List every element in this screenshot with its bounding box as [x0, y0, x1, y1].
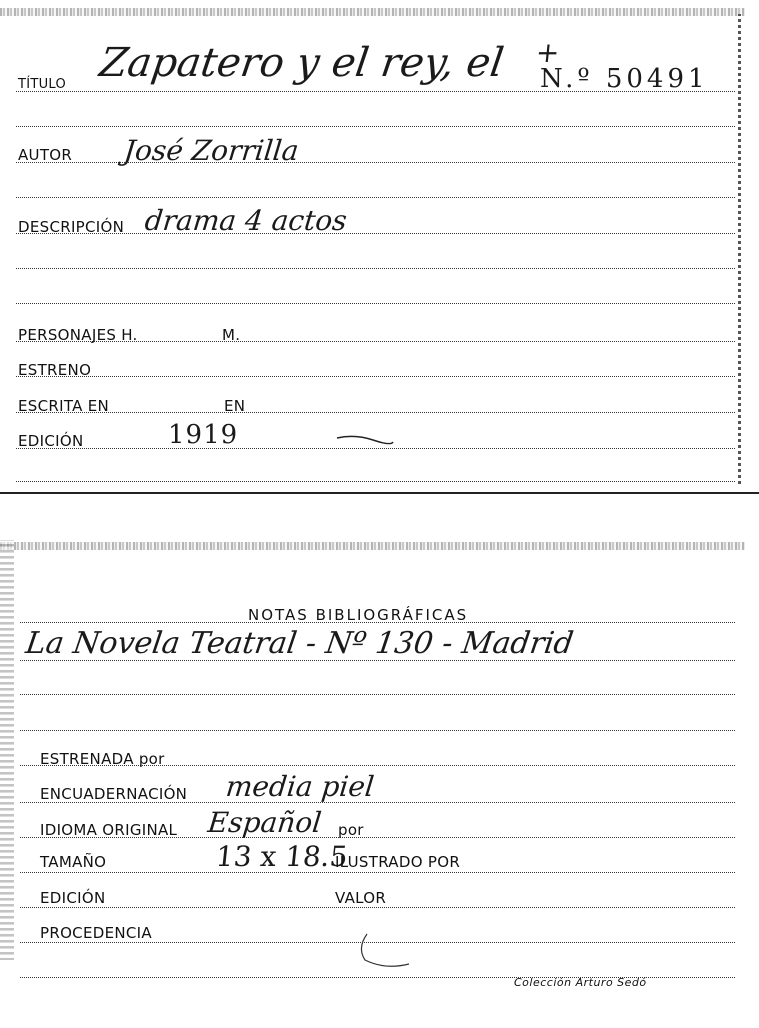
characters-m-label: M.	[222, 326, 241, 344]
written-label: ESCRITA EN	[18, 397, 110, 415]
ruled-line	[16, 481, 735, 482]
description-value: drama 4 actos	[143, 204, 349, 237]
ruled-line	[16, 448, 735, 449]
size-label: TAMAÑO	[40, 853, 107, 871]
card-left-edge	[0, 540, 14, 960]
ruled-line	[20, 907, 735, 908]
ruled-line	[20, 872, 735, 873]
language-value: Español	[206, 806, 324, 839]
size-value: 13 x 18.5	[214, 840, 350, 873]
pen-stroke-mark	[335, 432, 395, 446]
pen-stroke-mark	[355, 930, 415, 974]
ruled-line	[20, 694, 735, 695]
card-right-edge	[738, 14, 741, 484]
title-value: Zapatero y el rey, el	[96, 40, 507, 86]
illustrated-label: ILUSTRADO POR	[335, 853, 461, 871]
ruled-line	[16, 412, 735, 413]
ruled-line	[16, 303, 735, 304]
language-por-label: por	[338, 821, 364, 839]
card-top-edge	[0, 8, 745, 16]
provenance-label: PROCEDENCIA	[40, 924, 152, 942]
premiere-label: ESTRENO	[18, 361, 92, 379]
catalog-card-front	[0, 0, 759, 494]
value-label: VALOR	[335, 889, 387, 907]
catalog-card-back	[0, 540, 759, 1028]
catalog-number: N.º 50491	[540, 64, 709, 94]
ruled-line	[16, 268, 735, 269]
binding-value: media piel	[224, 770, 376, 803]
number-cross: +	[534, 36, 562, 69]
characters-label: PERSONAJES H.	[18, 326, 138, 344]
collection-footer: Colección Arturo Sedó	[514, 976, 647, 989]
description-label: DESCRIPCIÓN	[18, 218, 125, 236]
author-value: José Zorrilla	[122, 134, 301, 167]
ruled-line	[16, 376, 735, 377]
notes-heading: NOTAS BIBLIOGRÁFICAS	[248, 606, 469, 624]
title-label: TÍTULO	[18, 77, 67, 92]
premiered-label: ESTRENADA por	[40, 750, 165, 768]
edition-label-back: EDICIÓN	[40, 889, 106, 907]
ruled-line	[20, 730, 735, 731]
written-in-label: EN	[224, 397, 246, 415]
author-label: AUTOR	[18, 146, 73, 164]
ruled-line	[16, 197, 735, 198]
ruled-line	[16, 126, 735, 127]
notes-value: La Novela Teatral - Nº 130 - Madrid	[23, 626, 576, 661]
edition-value: 1919	[168, 420, 239, 450]
card-top-edge	[0, 542, 745, 550]
language-label: IDIOMA ORIGINAL	[40, 821, 178, 839]
edition-label: EDICIÓN	[18, 432, 84, 450]
binding-label: ENCUADERNACIÓN	[40, 785, 188, 803]
